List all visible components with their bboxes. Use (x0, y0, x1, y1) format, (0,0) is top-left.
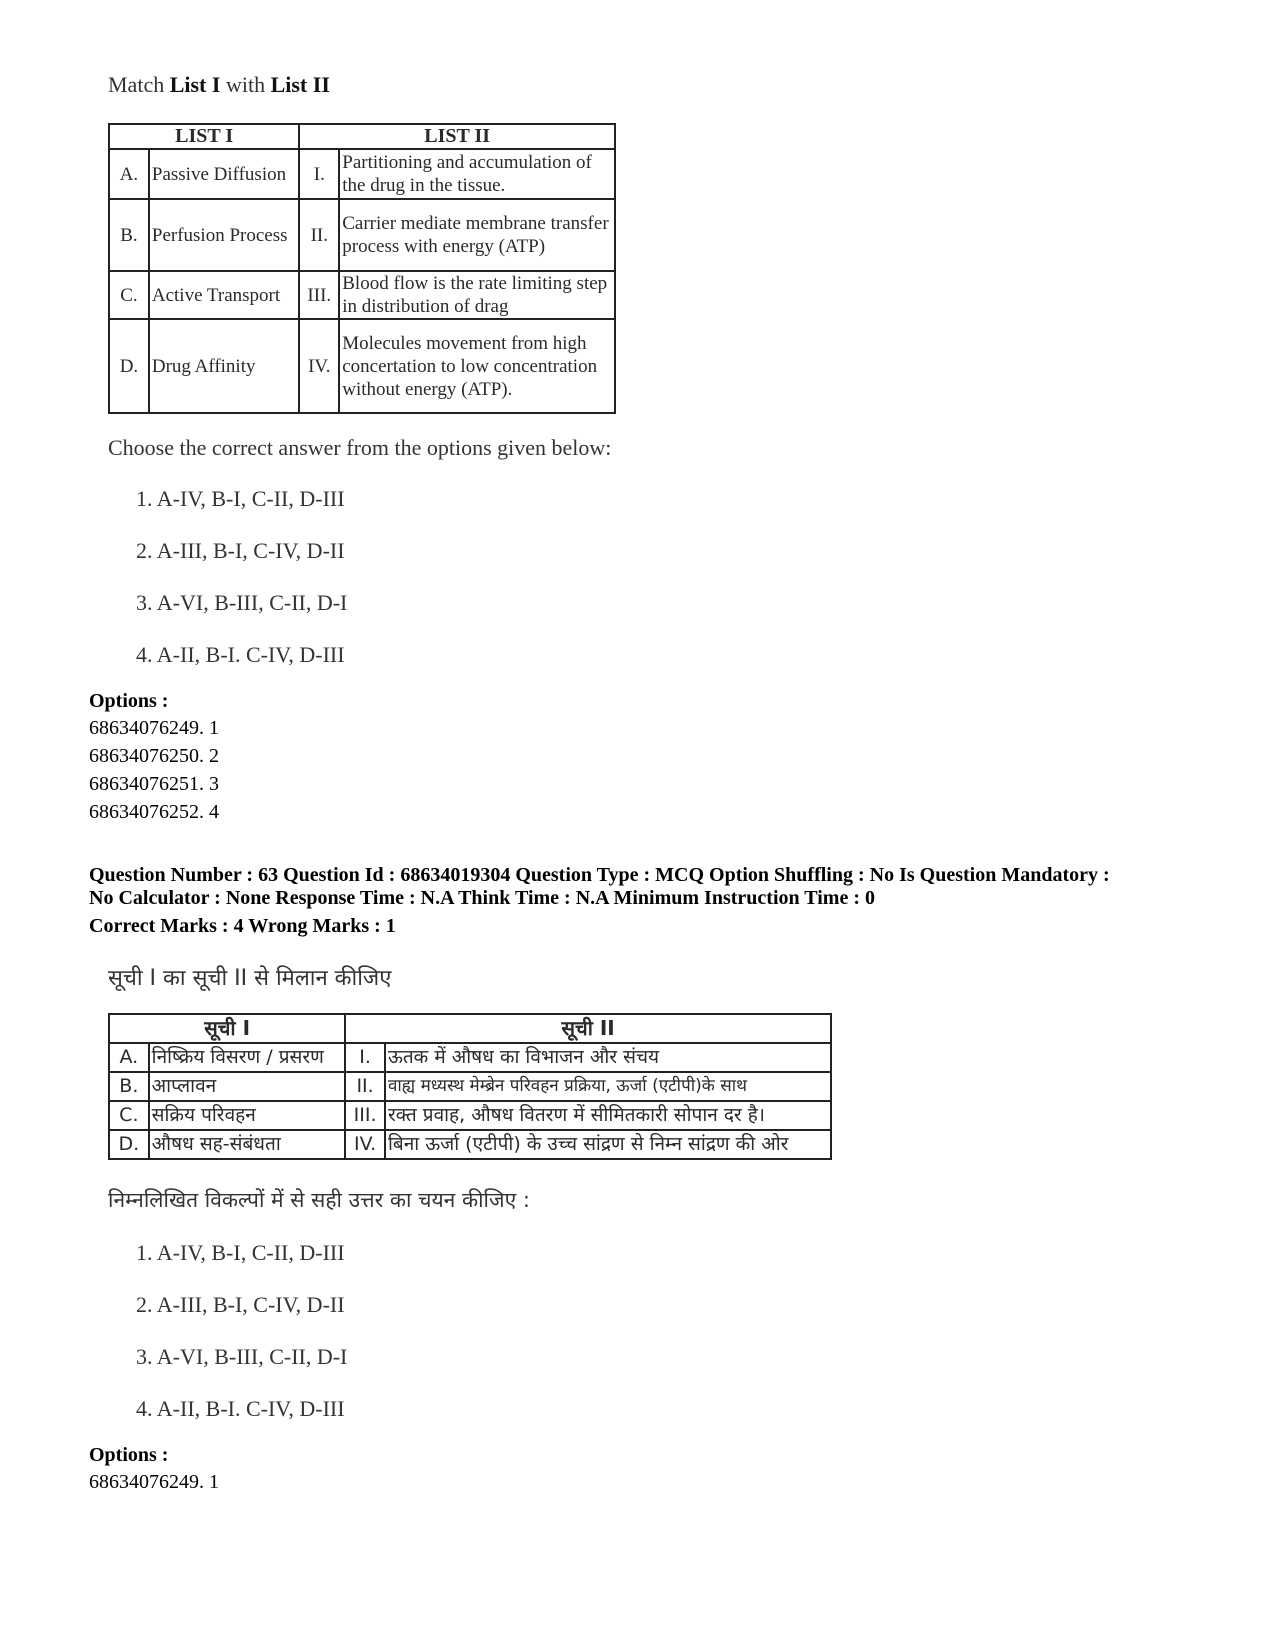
list1-item: Active Transport (149, 271, 299, 319)
option-id: 68634076249. 1 (89, 1471, 219, 1493)
match-table (108, 1013, 832, 1160)
table-row (109, 271, 615, 319)
option-id: 68634076250. 2 (89, 745, 219, 767)
list1-header: सूची I (109, 1014, 345, 1043)
list1-item: औषध सह-संबंधता (149, 1130, 346, 1159)
list2-item: ऊतक में औषध का विभाजन और संचय (385, 1043, 831, 1072)
row-roman: II. (345, 1072, 385, 1101)
table-row (109, 1043, 831, 1072)
answer-choice: 1. A-IV, B-I, C-II, D-III (136, 1240, 345, 1265)
list2-item: Molecules movement from high concertation to low concentration without energy (ATP). (339, 319, 615, 413)
answer-choice: 3. A-VI, B-III, C-II, D-I (136, 590, 348, 615)
list2-item: रक्त प्रवाह, औषध वितरण में सीमितकारी सोपान दर है। (385, 1101, 831, 1130)
row-key: D. (109, 319, 149, 413)
answer-choice: 3. A-VI, B-III, C-II, D-I (136, 1344, 348, 1369)
heading-list2: List II (270, 72, 330, 97)
table-row (109, 1072, 831, 1101)
answer-choice: 4. A-II, B-I. C-IV, D-III (136, 642, 345, 667)
list2-item: वाह्य मध्यस्थ मेम्ब्रेन परिवहन प्रक्रिया, ऊर्जा (एटीपी)के साथ (385, 1072, 831, 1101)
instruction-text: Choose the correct answer from the options given below: (108, 435, 612, 460)
list1-item: Passive Diffusion (149, 149, 299, 199)
list2-item: Carrier mediate membrane transfer process with energy (ATP) (339, 199, 615, 271)
question-heading (108, 72, 330, 98)
heading-text: with (220, 72, 271, 97)
options-label: Options : (89, 690, 169, 712)
list1-item: आप्लावन (149, 1072, 346, 1101)
options-label: Options : (89, 1444, 169, 1466)
table-row (109, 319, 615, 413)
list2-item: Blood flow is the rate limiting step in distribution of drag (339, 271, 615, 319)
list2-item: बिना ऊर्जा (एटीपी) के उच्च सांद्रण से निम्न सांद्रण की ओर (385, 1130, 831, 1159)
row-key: A. (109, 1043, 149, 1072)
question-meta-line: No Calculator : None Response Time : N.A Think Time : N.A Minimum Instruction Time : 0 (89, 887, 875, 909)
row-key: C. (109, 1101, 149, 1130)
heading-list1: List I (169, 72, 221, 97)
answer-choice: 2. A-III, B-I, C-IV, D-II (136, 1292, 345, 1317)
row-roman: I. (345, 1043, 385, 1072)
row-roman: IV. (345, 1130, 385, 1159)
row-roman: III. (299, 271, 339, 319)
list1-item: निष्क्रिय विसरण / प्रसरण (149, 1043, 346, 1072)
answer-choice: 1. A-IV, B-I, C-II, D-III (136, 486, 345, 511)
option-id: 68634076251. 3 (89, 773, 219, 795)
list1-header: LIST I (109, 124, 299, 149)
row-roman: II. (299, 199, 339, 271)
list1-item: सक्रिय परिवहन (149, 1101, 346, 1130)
marks-line: Correct Marks : 4 Wrong Marks : 1 (89, 915, 396, 937)
row-roman: I. (299, 149, 339, 199)
row-roman: IV. (299, 319, 339, 413)
match-table (108, 123, 616, 414)
list2-header: सूची II (345, 1014, 831, 1043)
row-key: C. (109, 271, 149, 319)
row-key: D. (109, 1130, 149, 1159)
list1-item: Drug Affinity (149, 319, 299, 413)
row-key: B. (109, 1072, 149, 1101)
option-id: 68634076249. 1 (89, 717, 219, 739)
instruction-text: निम्नलिखित विकल्पों में से सही उत्तर का चयन कीजिए : (108, 1188, 530, 1212)
answer-choice: 2. A-III, B-I, C-IV, D-II (136, 538, 345, 563)
question-meta-line: Question Number : 63 Question Id : 68634019304 Question Type : MCQ Option Shuffling : No Is Question Mandatory : (89, 864, 1110, 886)
answer-choice: 4. A-II, B-I. C-IV, D-III (136, 1396, 345, 1421)
row-roman: III. (345, 1101, 385, 1130)
table-row (109, 199, 615, 271)
heading-text: Match (108, 72, 170, 97)
list2-item: Partitioning and accumulation of the drug in the tissue. (339, 149, 615, 199)
table-row (109, 1130, 831, 1159)
question-heading: सूची I का सूची II से मिलान कीजिए (108, 966, 392, 991)
list2-header: LIST II (299, 124, 615, 149)
option-id: 68634076252. 4 (89, 801, 219, 823)
row-key: A. (109, 149, 149, 199)
table-row (109, 149, 615, 199)
list1-item: Perfusion Process (149, 199, 299, 271)
table-row (109, 1101, 831, 1130)
row-key: B. (109, 199, 149, 271)
